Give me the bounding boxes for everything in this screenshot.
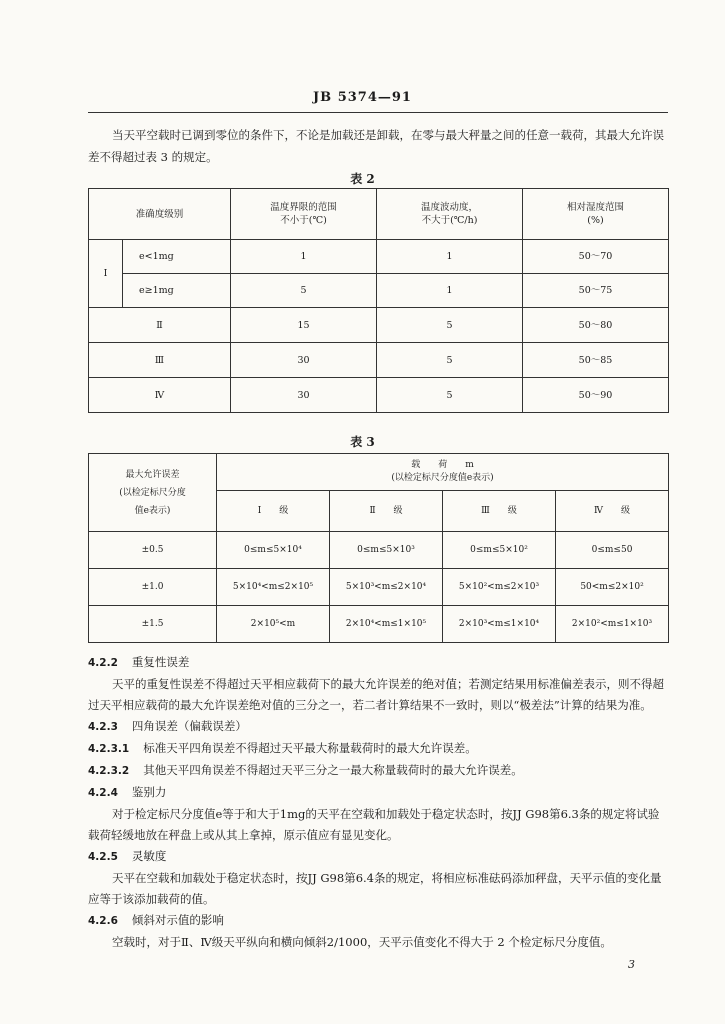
table-row <box>89 378 669 413</box>
section-number: 4.2.3.2 <box>88 765 130 777</box>
section-number: 4.2.3 <box>88 721 118 733</box>
table2-cell: 50～85 <box>523 343 669 378</box>
section-body: 对于检定标尺分度值e等于和大于1mg的天平在空载和加载处于稳定状态时，按JJ G98第6.3条的规定将试验载荷轻缓地放在秤盘上或从其上拿掉，原示值应有显见变化。 <box>88 807 660 842</box>
section-body: 天平的重复性误差不得超过天平相应载荷下的最大允许误差的绝对值；若测定结果用标准偏差表示，则不得超过天平相应载荷的最大允许误差绝对值的三分之一，若二者计算结果不一致时，则以“极差法”计算的结果为准。 <box>88 677 664 712</box>
sections-block <box>88 652 668 953</box>
table2-header-row <box>89 189 669 240</box>
section-heading <box>88 738 668 760</box>
table3-cell: 2×10⁴<m≤1×10⁵ <box>330 606 443 643</box>
table3-cell: 5×10⁴<m≤2×10⁵ <box>217 569 330 606</box>
section-body: 天平在空载和加载处于稳定状态时，按JJ G98第6.4条的规定，将相应标准砝码添加秤盘，天平示值的变化量应等于该添加载荷的值。 <box>88 871 662 906</box>
table3-caption: 表 3 <box>350 435 375 449</box>
table2-header-humidity: 相对湿度范围 (%) <box>523 189 669 240</box>
intro-paragraph: 当天平空载时已调到零位的条件下，不论是加载还是卸载，在零与最大秤量之间的任意一载荷，其最大允许误差不得超过表 3 的规定。 <box>88 128 664 164</box>
table-row <box>89 240 669 274</box>
section-heading <box>88 716 668 738</box>
table2-cell: 1 <box>377 240 523 274</box>
table2-header-temp-range: 温度界限的范围 不小于(℃) <box>231 189 377 240</box>
table3-error: ±1.0 <box>89 569 217 606</box>
section-heading <box>88 760 668 782</box>
table3 <box>88 453 669 643</box>
table3-cell: 2×10²<m≤1×10³ <box>556 606 669 643</box>
section-title: 其他天平四角误差不得超过天平三分之一最大称量载荷时的最大允许误差。 <box>143 763 523 777</box>
table-row <box>89 308 669 343</box>
section-heading <box>88 910 668 932</box>
table3-grade-header: Ⅱ 级 <box>330 491 443 532</box>
table2-grade: Ⅳ <box>89 378 231 413</box>
table2-cell: 30 <box>231 343 377 378</box>
table2-cell: 50～90 <box>523 378 669 413</box>
table2-cell: 50～80 <box>523 308 669 343</box>
section-body: 空载时，对于Ⅱ、Ⅳ级天平纵向和横向倾斜2/1000，天平示值变化不得大于 2 个检定标尺分度值。 <box>112 935 612 949</box>
table2-cell: 50～75 <box>523 274 669 308</box>
section-number: 4.2.6 <box>88 915 118 927</box>
table2-cell: 15 <box>231 308 377 343</box>
table3-cell: 2×10⁵<m <box>217 606 330 643</box>
table2 <box>88 188 669 413</box>
section-number: 4.2.4 <box>88 787 118 799</box>
table2-grade: Ⅱ <box>89 308 231 343</box>
table-row <box>89 274 669 308</box>
table2-caption: 表 2 <box>350 172 375 186</box>
section-title: 重复性误差 <box>131 655 190 669</box>
section-heading <box>88 652 668 674</box>
table3-cell: 0≤m≤5×10³ <box>330 532 443 569</box>
section-title: 标准天平四角误差不得超过天平最大称量载荷时的最大允许误差。 <box>143 741 477 755</box>
table-row <box>89 343 669 378</box>
table2-cell: 5 <box>377 308 523 343</box>
table2-grade: Ⅲ <box>89 343 231 378</box>
header-rule <box>88 112 668 113</box>
table2-cell: 50～70 <box>523 240 669 274</box>
section-title: 灵敏度 <box>131 849 167 863</box>
table3-header-row <box>89 454 669 491</box>
section-title: 倾斜对示值的影响 <box>131 913 224 927</box>
table2-cell: 1 <box>377 274 523 308</box>
section-heading <box>88 782 668 804</box>
table2-cell: 5 <box>377 343 523 378</box>
table-row <box>89 569 669 606</box>
section-heading <box>88 846 668 868</box>
table3-cell: 0≤m≤5×10² <box>443 532 556 569</box>
section-number: 4.2.3.1 <box>88 743 130 755</box>
table3-cell: 5×10³<m≤2×10⁴ <box>330 569 443 606</box>
document-code: JB 5374—91 <box>313 90 412 105</box>
table-row <box>89 532 669 569</box>
table3-grade-header: Ⅰ 级 <box>217 491 330 532</box>
table3-grade-header: Ⅲ 级 <box>443 491 556 532</box>
table2-condition: e≥1mg <box>123 274 231 308</box>
table3-grade-header: Ⅳ 级 <box>556 491 669 532</box>
section-number: 4.2.2 <box>88 657 118 669</box>
table3-cell: 2×10³<m≤1×10⁴ <box>443 606 556 643</box>
table3-header-error: 最大允许误差 (以检定标尺分度 值e表示) <box>89 454 217 532</box>
table3-error: ±1.5 <box>89 606 217 643</box>
table3-cell: 50<m≤2×10² <box>556 569 669 606</box>
section-title: 鉴别力 <box>131 785 167 799</box>
table3-error: ±0.5 <box>89 532 217 569</box>
table2-cell: 5 <box>377 378 523 413</box>
page-number: 3 <box>628 958 635 971</box>
table2-header-fluctuation: 温度波动度， 不大于(℃/h) <box>377 189 523 240</box>
table2-condition: e<1mg <box>123 240 231 274</box>
section-number: 4.2.5 <box>88 851 118 863</box>
table2-grade-I: Ⅰ <box>89 240 123 308</box>
table3-cell: 5×10²<m≤2×10³ <box>443 569 556 606</box>
table2-cell: 1 <box>231 240 377 274</box>
section-title: 四角误差（偏载误差） <box>131 719 247 733</box>
table3-cell: 0≤m≤5×10⁴ <box>217 532 330 569</box>
table2-cell: 5 <box>231 274 377 308</box>
table-row <box>89 606 669 643</box>
table3-cell: 0≤m≤50 <box>556 532 669 569</box>
table2-cell: 30 <box>231 378 377 413</box>
table3-header-load: 载 荷 m (以检定标尺分度值e表示) <box>217 454 669 491</box>
table2-header-grade: 准确度级别 <box>89 189 231 240</box>
